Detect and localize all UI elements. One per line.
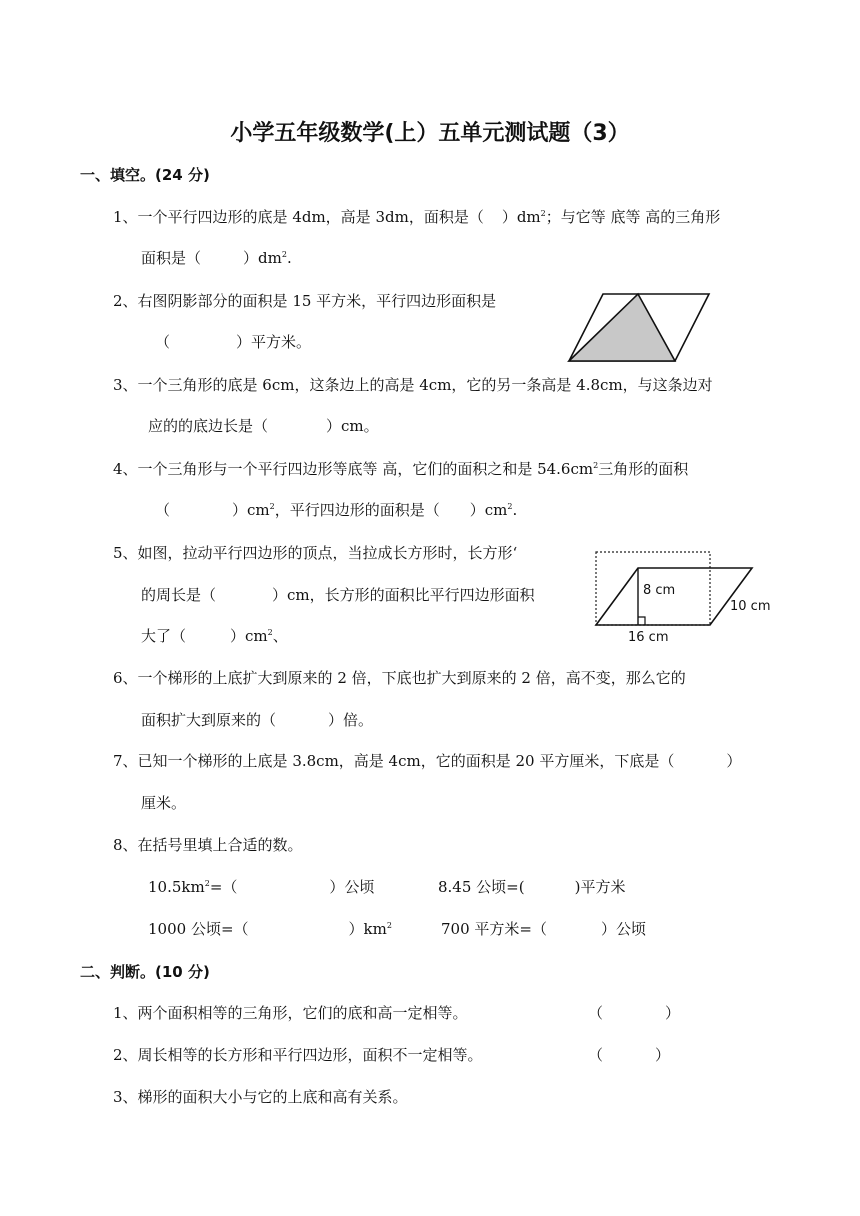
fill-q5-line3 bbox=[141, 625, 288, 646]
judge-q2-paren bbox=[588, 1044, 670, 1065]
fill-q1-text-f: . bbox=[286, 249, 292, 267]
fill-q4-text-d: ）cm bbox=[232, 501, 270, 519]
fill-q8-line1: 8、在括号里填上合适的数。 bbox=[113, 836, 303, 854]
shaded-triangle bbox=[569, 294, 675, 361]
fill-q7-text-b: ） bbox=[726, 752, 742, 770]
fill-q6-line2 bbox=[141, 709, 373, 730]
fill-q5-text-d: 大了（ bbox=[141, 627, 187, 645]
fill-q1-sup: 2 bbox=[540, 209, 546, 218]
label-height: 8 cm bbox=[643, 583, 676, 598]
fill-q8-r1a: 10.5km bbox=[148, 878, 205, 896]
fill-q8-row2-right bbox=[441, 918, 646, 939]
fill-q5-text-e: ）cm bbox=[230, 627, 268, 645]
fill-q8-r1e: )平方米 bbox=[574, 878, 626, 896]
fill-q4-sup: 2 bbox=[593, 461, 599, 470]
fill-q4-text-a: 4、一个三角形与一个平行四边形等底等 高，它们的面积之和是 54.6cm bbox=[113, 460, 594, 478]
fill-q8-r1d: 8.45 公顷=( bbox=[438, 878, 525, 896]
fill-q7-line1 bbox=[113, 750, 741, 771]
fill-q7-text-a: 7、已知一个梯形的上底是 3.8cm，高是 4cm，它的面积是 20 平方厘米，下底是（ bbox=[113, 752, 675, 770]
fill-q8-r2d: ）公顷 bbox=[600, 920, 646, 938]
fill-q6-text-c: ）倍。 bbox=[328, 711, 374, 729]
right-angle-mark bbox=[638, 617, 645, 625]
section-fill-heading: 一、填空。(24 分) bbox=[80, 166, 210, 184]
fill-q6-text-b: 面积扩大到原来的（ bbox=[141, 711, 277, 729]
fill-q2-text-c: ）平方米。 bbox=[236, 333, 312, 351]
judge-q2: 2、周长相等的长方形和平行四边形，面积不一定相等。 bbox=[113, 1046, 483, 1064]
fill-q2-line2 bbox=[155, 331, 311, 352]
fill-q5-line1: 5、如图，拉动平行四边形的顶点，当拉成长方形时，长方形‘ bbox=[113, 544, 518, 562]
label-base: 16 cm bbox=[628, 630, 669, 644]
fill-q1-text-d: 面积是（ bbox=[141, 249, 202, 267]
fill-q4-text-g: . bbox=[512, 501, 518, 519]
fill-q3-text-c: ）cm。 bbox=[326, 417, 379, 435]
fill-q5-text-b: 的周长是（ bbox=[141, 586, 217, 604]
fill-q6-line1: 6、一个梯形的上底扩大到原来的 2 倍，下底也扩大到原来的 2 倍，高不变，那么它的 bbox=[113, 669, 686, 687]
judge-q2-close: ） bbox=[655, 1046, 671, 1064]
fill-q8-row2-left bbox=[148, 918, 392, 939]
fill-q8-sup2: 2 bbox=[386, 921, 392, 930]
fill-q2-text-b: （ bbox=[155, 333, 171, 351]
page-title: 小学五年级数学(上）五单元测试题（3） bbox=[230, 121, 630, 146]
fill-q8-r2b: ）km bbox=[348, 920, 387, 938]
judge-q1: 1、两个面积相等的三角形，它们的底和高一定相等。 bbox=[113, 1004, 468, 1022]
fill-q8-r2a: 1000 公顷=（ bbox=[148, 920, 249, 938]
fill-q1-text-e: ）dm bbox=[243, 249, 282, 267]
judge-q1-paren bbox=[588, 1002, 680, 1023]
judge-q1-open: （ bbox=[588, 1004, 604, 1022]
judge-q1-close: ） bbox=[665, 1004, 681, 1022]
fill-q4-line1 bbox=[113, 458, 688, 479]
fill-q5-line2 bbox=[141, 584, 535, 605]
fill-q3-line1: 3、一个三角形的底是 6cm，这条边上的高是 4cm，它的另一条高是 4.8cm，与这条边对 bbox=[113, 376, 713, 394]
fill-q4-text-b: 三角形的面积 bbox=[598, 460, 689, 478]
fill-q3-line2 bbox=[148, 415, 379, 436]
fill-q4-text-e: ，平行四边形的面积是（ bbox=[274, 501, 440, 519]
fill-q5-text-c: ）cm，长方形的面积比平行四边形面积 bbox=[272, 586, 535, 604]
fill-q4-text-c: （ bbox=[155, 501, 171, 519]
judge-q3: 3、梯形的面积大小与它的上底和高有关系。 bbox=[113, 1088, 408, 1106]
fill-q8-row1-left bbox=[148, 876, 374, 897]
label-side: 10 cm bbox=[730, 599, 771, 614]
fill-q8-r1c: ）公顷 bbox=[329, 878, 375, 896]
fill-q4-sup2: 2 bbox=[269, 502, 275, 511]
judge-q2-open: （ bbox=[588, 1046, 604, 1064]
fill-q4-line2 bbox=[155, 499, 517, 520]
fill-q1-sup2: 2 bbox=[281, 250, 287, 259]
fill-q7-line2: 厘米。 bbox=[141, 794, 187, 812]
fill-q5-text-f: 、 bbox=[272, 627, 288, 645]
parallelogram-rectangle-figure bbox=[588, 548, 784, 644]
section-judge-heading: 二、判断。(10 分) bbox=[80, 963, 210, 981]
fill-q8-sup1: 2 bbox=[204, 879, 210, 888]
fill-q1-line2 bbox=[141, 247, 292, 268]
fill-q8-r1b: =（ bbox=[209, 878, 238, 896]
fill-q5-sup: 2 bbox=[267, 628, 273, 637]
fill-q1-text-c: ；与它等 底等 高的三角形 bbox=[545, 208, 721, 226]
fill-q8-r2c: 700 平方米=（ bbox=[441, 920, 547, 938]
fill-q1-line1 bbox=[113, 206, 720, 227]
fill-q4-sup3: 2 bbox=[507, 502, 513, 511]
fill-q1-text-a: 1、一个平行四边形的底是 4dm，高是 3dm，面积是（ bbox=[113, 208, 484, 226]
fill-q8-row1-right bbox=[438, 876, 625, 897]
fill-q2-line1: 2、右图阴影部分的面积是 15 平方米，平行四边形面积是 bbox=[113, 292, 497, 310]
parallelogram-shaded-figure bbox=[563, 288, 713, 366]
fill-q4-text-f: ）cm bbox=[469, 501, 508, 519]
fill-q1-text-b: ）dm bbox=[501, 208, 541, 226]
fill-q3-text-b: 应的的底边长是（ bbox=[148, 417, 269, 435]
